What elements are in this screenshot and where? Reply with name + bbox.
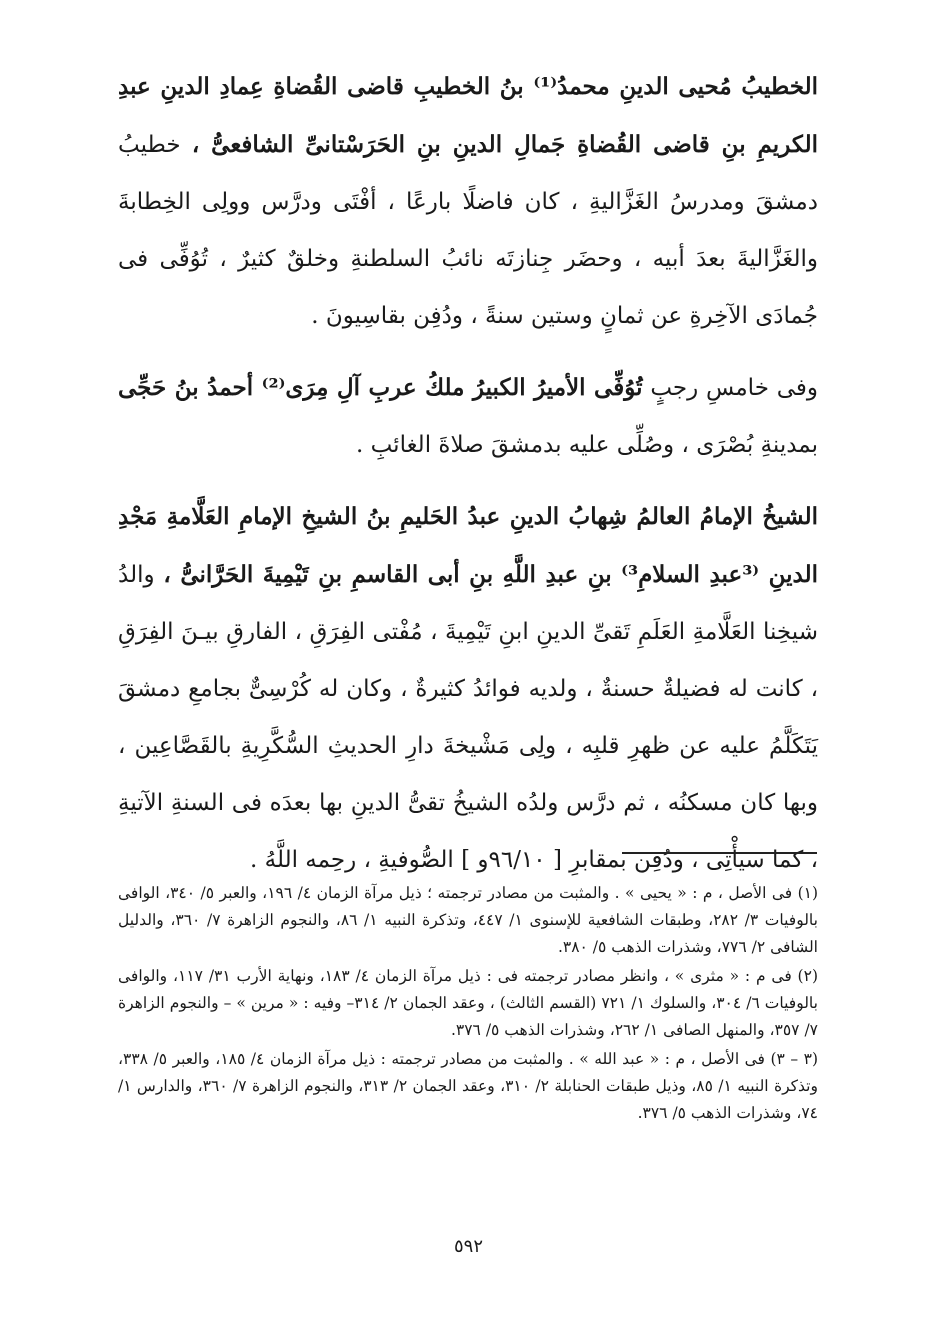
footnote-divider xyxy=(622,852,817,854)
paragraph-3 xyxy=(118,488,818,889)
footnotes xyxy=(118,880,818,1129)
page-number: ٥٩٢ xyxy=(453,1236,483,1257)
footnote-3: (٣ – ٣) فى الأصل ، م : « عبد الله » . والمثبت من مصادر ترجمته : ذيل مرآة الزمان ٤/ ١٨٥، والعبر ٥/ ٣٣٨، وتذكرة النبيه ١/ ٨٥، وذيل طبقات الحنابلة ٢/ ٣١٠، وعقد الجمان ٢/ ٣١٣، والنجوم الزاهرة ٧/ ٣٦٠، والدارس ١/ ٧٤، وشذرات الذهب ٥/ ٣٧٦. xyxy=(118,1050,818,1122)
paragraph-1-text: خطيبُ دمشقَ ومدرسُ الغَزَّاليةِ ، كان فاضلًا بارعًا ، أفْتَى ودرَّس وولِى الخِطابةَ والغَزَّاليةَ بعدَ أبيه ، وحضَر جِنازتَه نائبُ السلطنةِ وخلقٌ كثيرٌ ، تُوُفِّى فى جُمادَى الآخِرةِ عن ثمانٍ وستين سنةً ، ودُفِن بقاسِيونَ . xyxy=(118,132,818,329)
paragraph-3-heading: الشيخُ الإمامُ العالمُ شِهابُ الدينِ عبدُ الحَليمِ بنُ الشيخِ الإمامِ العَلَّامةِ مَجْدِ الدينِ ⁽³عبدِ السلامِ³⁾ بنِ عبدِ اللَّهِ بنِ أبى القاسمِ بنِ تَيْمِيةَ الحَرَّانىُّ ، xyxy=(118,503,819,588)
paragraph-2-heading: تُوُفِّى الأميرُ الكبيرُ ملكُ عربِ آلِ مِرَى⁽²⁾ أحمدُ بنُ حَجِّى xyxy=(118,374,643,401)
paragraph-1-heading: الخطيبُ مُحيى الدينِ محمدُ⁽¹⁾ بنُ الخطيبِ قاضى القُضاةِ عِمادِ الدينِ عبدِ الكريمِ بنِ قاضى القُضاةِ جَمالِ الدينِ بنِ الحَرَسْتانىِّ الشافعىُّ ، xyxy=(118,73,819,158)
main-text xyxy=(118,58,818,903)
paragraph-2-lead: وفى خامسِ رجبٍ xyxy=(642,375,818,401)
paragraph-2-text: بمدينةِ بُصْرَى ، وصُلِّى عليه بدمشقَ صلاةَ الغائبِ . xyxy=(355,432,818,458)
paragraph-3-text: والدُ شيخِنا العَلَّامةِ العَلَمِ تَقىِّ الدينِ ابنِ تَيْمِيةَ ، مُفْتى الفِرَقِ ، الفارقِ بيـنَ الفِرَقِ ، كانت له فضيلةٌ حسنةٌ ، ولديه فوائدُ كثيرةٌ ، وكان له كُرْسِىٌّ بجامعِ دمشقَ يَتَكَلَّمُ عليه عن ظهرِ قلبِه ، ولِى مَشْيخةَ دارِ الحديثِ السُّكَّرِيةِ بالقَصَّاعِين ، وبها كان مسكنُه ، ثم درَّس ولدُه الشيخُ تقىُّ الدينِ بها بعدَه فى السنةِ الآتيةِ ، كما سيأْتِى ، ودُفِن بمقابرِ [ ٩٦/١٠و ] الصُّوفيةِ ، رحِمه اللَّهُ . xyxy=(118,562,818,873)
footnote-1: (١) فى الأصل ، م : « يحيى » . والمثبت من مصادر ترجمته ؛ ذيل مرآة الزمان ٤/ ١٩٦، والعبر ٥/ ٣٤٠، الوافى بالوفيات ٣/ ٢٨٢، وطبقات الشافعية للإسنوى ١/ ٤٤٧، وتذكرة النبيه ١/ ٨٦، والنجوم الزاهرة ٧/ ٣٦٠، والدليل الشافى ٢/ ٧٧٦، وشذرات الذهب ٥/ ٣٨٠. xyxy=(118,884,819,956)
paragraph-2 xyxy=(118,359,818,474)
paragraph-1 xyxy=(118,58,818,345)
footnote-2: (٢) فى م : « مثرى » ، وانظر مصادر ترجمته فى : ذيل مرآة الزمان ٤/ ١٨٣، ونهاية الأرب ٣١/ ١١٧، والوافى بالوفيات ٦/ ٣٠٤، والسلوك ١/ ٧٢١ (القسم الثالث) ، وعقد الجمان ٢/ ٣١٤– وفيه : « مرين » – والنجوم الزاهرة ٧/ ٣٥٧، والمنهل الصافى ١/ ٢٦٢، وشذرات الذهب ٥/ ٣٧٦. xyxy=(118,967,818,1039)
